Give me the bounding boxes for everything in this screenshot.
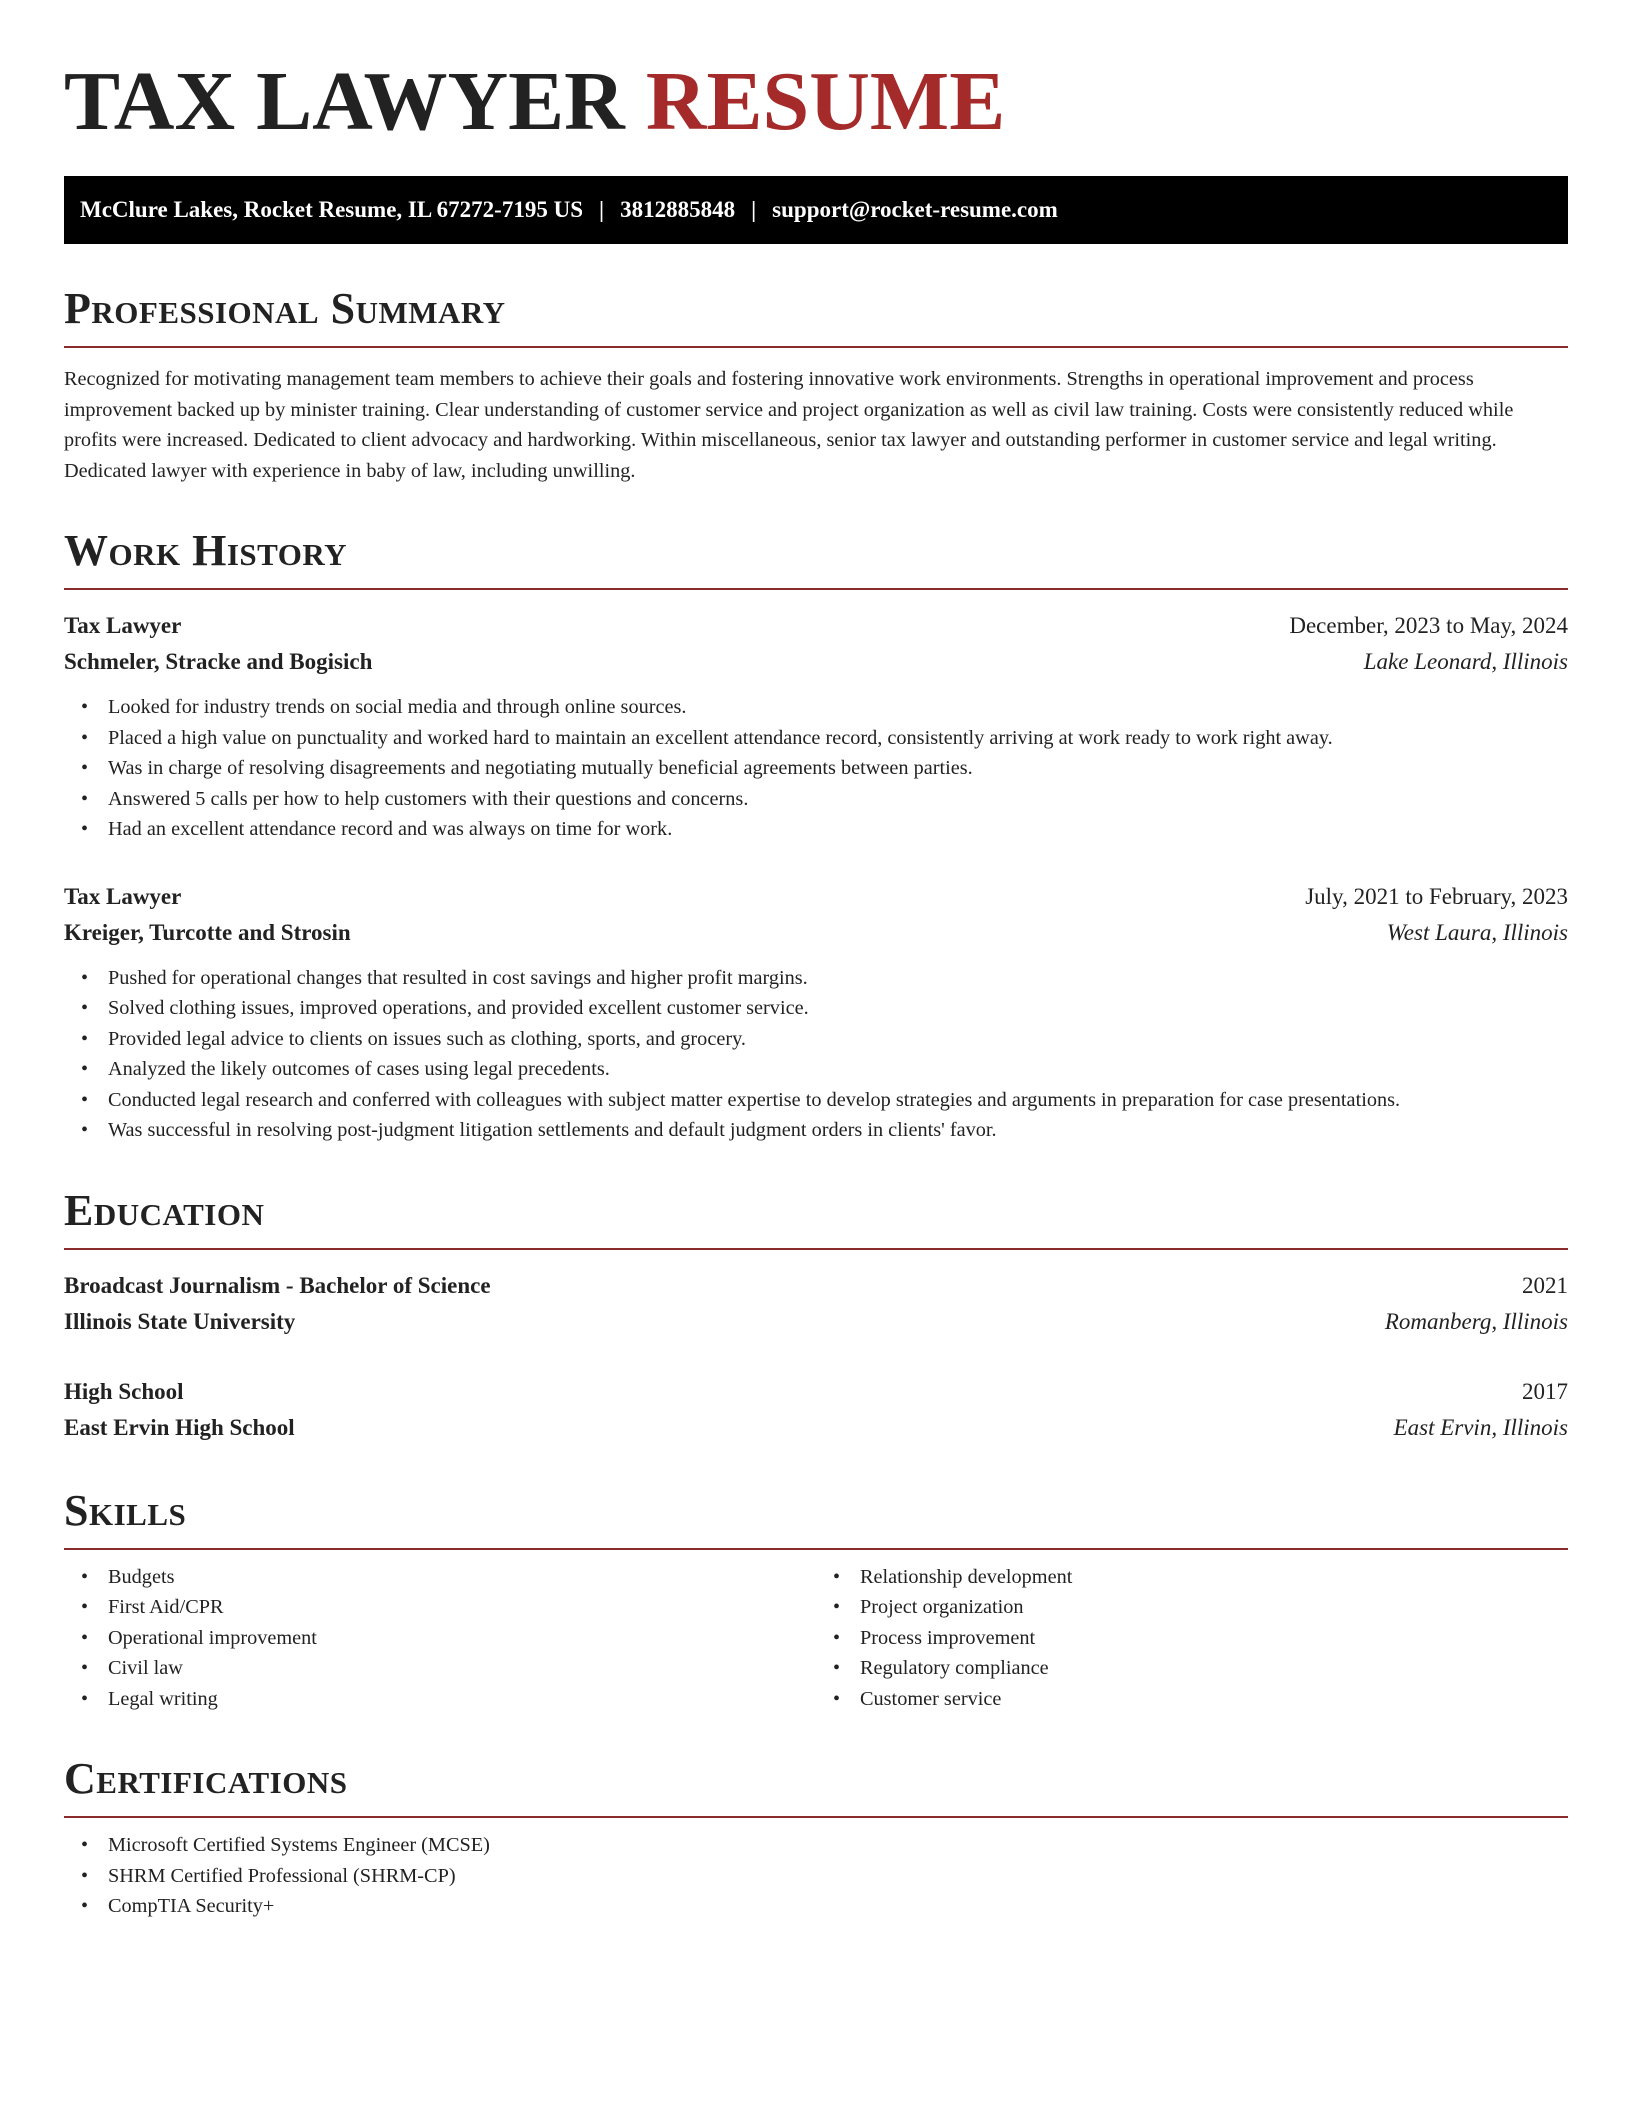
summary-section (64, 284, 1568, 486)
education-school: East Ervin High School (64, 1414, 295, 1440)
list-item: • Solved clothing issues, improved operations, and provided excellent customer service. (108, 993, 1568, 1024)
list-item: • Was successful in resolving post-judgment litigation settlements and default judgment orders in clients' favor. (108, 1115, 1568, 1146)
education-location: Romanberg, Illinois (1384, 1308, 1568, 1334)
title-part-2: RESUME (645, 55, 1006, 148)
section-heading-skills: Skills (64, 1485, 187, 1535)
job-entry (64, 879, 1568, 1146)
job-header-row (64, 879, 1568, 915)
section-divider (64, 1816, 1568, 1818)
job-title: Tax Lawyer (64, 883, 182, 909)
section-divider (64, 1248, 1568, 1250)
certifications-list (64, 1830, 1568, 1922)
skill-item: • Project organization (860, 1592, 1568, 1623)
education-header-row (64, 1374, 1568, 1410)
skills-list (816, 1562, 1568, 1715)
title-part-1: TAX LAWYER (64, 55, 625, 148)
section-divider (64, 346, 1568, 348)
section-divider (64, 588, 1568, 590)
list-item: • Answered 5 calls per how to help customers with their questions and concerns. (108, 784, 1568, 815)
skill-item: • Process improvement (860, 1623, 1568, 1654)
education-school-row (64, 1410, 1568, 1446)
skills-column-left (64, 1562, 816, 1715)
education-school: Illinois State University (64, 1308, 296, 1334)
list-item: • Was in charge of resolving disagreements and negotiating mutually beneficial agreements between parties. (108, 753, 1568, 784)
skill-item: • First Aid/CPR (108, 1592, 816, 1623)
certification-item: • SHRM Certified Professional (SHRM-CP) (108, 1861, 1568, 1892)
job-title: Tax Lawyer (64, 613, 182, 638)
contact-phone: 3812885848 (620, 197, 736, 222)
skill-item: • Relationship development (860, 1562, 1568, 1593)
summary-text: Recognized for motivating management team members to achieve their goals and fostering innovative work environments. Strengths in operational improvement and process improvement backed up by minister training. Clear understanding of customer service and project organization as well as civil law training. Costs were consistently reduced while profits were increased. Dedicated to client advocacy and hardworking. Within miscellaneous, senior tax lawyer and outstanding performer in customer service and legal writing. Dedicated lawyer with experience in baby of law, including unwilling. (64, 368, 1514, 482)
certification-item: • Microsoft Certified Systems Engineer (MCSE) (108, 1830, 1568, 1861)
list-item: • Provided legal advice to clients on issues such as clothing, sports, and grocery. (108, 1024, 1568, 1055)
skill-item: • Customer service (860, 1684, 1568, 1715)
job-location: West Laura, Illinois (1386, 919, 1568, 945)
skill-item: • Legal writing (108, 1684, 816, 1715)
list-item: • Analyzed the likely outcomes of cases using legal precedents. (108, 1054, 1568, 1085)
section-heading-summary: Professional Summary (64, 284, 506, 333)
education-entry (64, 1374, 1568, 1446)
skills-list (64, 1562, 816, 1715)
education-location: East Ervin, Illinois (1393, 1414, 1568, 1440)
skill-item: • Operational improvement (108, 1623, 816, 1654)
section-heading-work-history: Work History (64, 526, 348, 575)
job-duties-list (64, 692, 1568, 845)
contact-bar (64, 176, 1568, 244)
job-dates: December, 2023 to May, 2024 (1289, 613, 1568, 638)
job-company-row (64, 915, 1568, 951)
list-item: • Conducted legal research and conferred with colleagues with subject matter expertise to develop strategies and arguments in preparation for case presentations. (108, 1085, 1568, 1116)
education-section (64, 1186, 1568, 1446)
job-header-row (64, 608, 1568, 644)
job-company-row (64, 644, 1568, 680)
skill-item: • Civil law (108, 1653, 816, 1684)
contact-separator: | (599, 197, 605, 222)
job-entry (64, 608, 1568, 845)
list-item: • Placed a high value on punctuality and worked hard to maintain an excellent attendance record, consistently arriving at work ready to work right away. (108, 723, 1568, 754)
education-year: 2017 (1522, 1378, 1568, 1404)
certification-item: • CompTIA Security+ (108, 1891, 1568, 1922)
job-company: Kreiger, Turcotte and Strosin (64, 919, 351, 945)
education-degree: Broadcast Journalism - Bachelor of Science (64, 1272, 491, 1298)
skill-item: • Regulatory compliance (860, 1653, 1568, 1684)
skills-section (64, 1486, 1568, 1715)
contact-address: McClure Lakes, Rocket Resume, IL 67272-7195 US (80, 197, 583, 222)
job-dates: July, 2021 to February, 2023 (1305, 883, 1568, 909)
education-school-row (64, 1304, 1568, 1340)
list-item: • Looked for industry trends on social media and through online sources. (108, 692, 1568, 723)
job-duties-list (64, 963, 1568, 1146)
list-item: • Pushed for operational changes that resulted in cost savings and higher profit margins. (108, 963, 1568, 994)
skills-grid (64, 1562, 1568, 1715)
section-heading-certifications: Certifications (64, 1754, 348, 1803)
contact-separator: | (751, 197, 757, 222)
section-divider (64, 1548, 1568, 1550)
education-header-row (64, 1268, 1568, 1304)
section-heading-education: Education (64, 1185, 265, 1235)
list-item: • Had an excellent attendance record and was always on time for work. (108, 814, 1568, 845)
contact-email: support@rocket-resume.com (772, 197, 1058, 222)
skills-column-right (816, 1562, 1568, 1715)
resume-title (64, 52, 1568, 152)
job-location: Lake Leonard, Illinois (1363, 649, 1568, 674)
education-year: 2021 (1522, 1272, 1568, 1298)
education-degree: High School (64, 1378, 184, 1404)
skill-item: • Budgets (108, 1562, 816, 1593)
education-entry (64, 1268, 1568, 1340)
work-history-section (64, 526, 1568, 1146)
job-company: Schmeler, Stracke and Bogisich (64, 649, 373, 674)
certifications-section (64, 1754, 1568, 1922)
